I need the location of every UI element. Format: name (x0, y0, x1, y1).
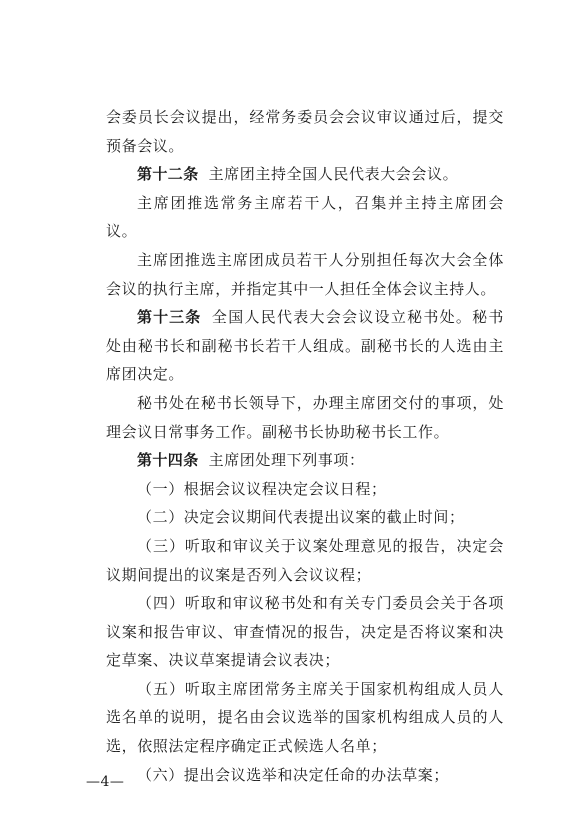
paragraph-text: （一）根据会议议程决定会议日程； (137, 479, 387, 498)
paragraph-text: 主席团处理下列事项： (208, 451, 365, 470)
paragraph-continuation (106, 103, 504, 160)
article-14-paragraph (106, 446, 504, 475)
document-body (106, 103, 504, 789)
page-number: —4— (86, 774, 125, 790)
article-12-paragraph (106, 160, 504, 189)
paragraph (106, 246, 504, 303)
paragraph-text: 全国人民代表大会会议设立秘书处。秘书处由秘书长和副秘书长若干人组成。副秘书长的人选由主席团决定。 (106, 308, 504, 384)
paragraph-text: 主席团主持全国人民代表大会会议。 (208, 165, 459, 184)
article-number: 第十三条 (137, 308, 202, 327)
list-item (106, 503, 504, 532)
article-number: 第十四条 (137, 451, 199, 470)
article-number: 第十二条 (137, 165, 199, 184)
paragraph-text: （六）提出会议选举和决定任命的办法草案； (137, 765, 450, 784)
paragraph-text: 主席团推选主席团成员若干人分别担任每次大会全体会议的执行主席，并指定其中一人担任全体会议主持人。 (106, 250, 504, 298)
paragraph-text: 主席团推选常务主席若干人，召集并主持主席团会议。 (106, 193, 504, 241)
article-13-paragraph (106, 303, 504, 389)
paragraph-text: 秘书处在秘书长领导下，办理主席团交付的事项，处理会议日常事务工作。副秘书长协助秘书长工作。 (106, 393, 504, 441)
list-item (106, 475, 504, 504)
list-item (106, 761, 504, 790)
paragraph-text: 会委员长会议提出，经常务委员会会议审议通过后，提交预备会议。 (106, 108, 504, 155)
paragraph-text: （二）决定会议期间代表提出议案的截止时间； (137, 508, 465, 527)
paragraph-text: （四）听取和审议秘书处和有关专门委员会关于各项议案和报告审议、审查情况的报告，决定是否将议案和决定草案、决议草案提请会议表决； (106, 594, 504, 670)
paragraph (106, 189, 504, 246)
paragraph (106, 389, 504, 446)
paragraph-text: （五）听取主席团常务主席关于国家机构组成人员人选名单的说明，提名由会议选举的国家机构组成人员的人选，依照法定程序确定正式候选人名单； (106, 679, 504, 756)
list-item (106, 532, 504, 589)
paragraph-text: （三）听取和审议关于议案处理意见的报告，决定会议期间提出的议案是否列入会议议程； (106, 536, 504, 584)
list-item (106, 675, 504, 761)
list-item (106, 589, 504, 675)
